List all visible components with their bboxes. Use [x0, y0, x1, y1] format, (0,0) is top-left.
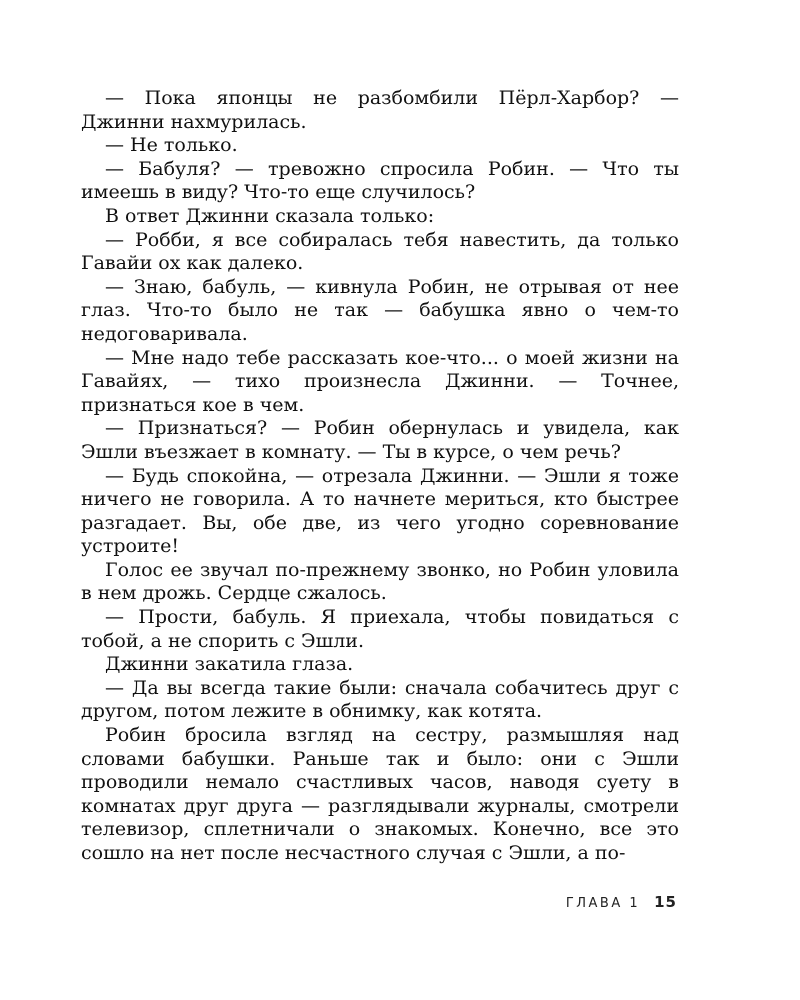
- page-number: 15: [654, 893, 677, 911]
- paragraph: — Признаться? — Робин обернулась и увидела, как Эшли въезжает в комнату. — Ты в курсе, о чем речь?: [81, 417, 679, 463]
- paragraph: — Робби, я все собиралась тебя навестить, да только Гавайи ох как далеко.: [81, 228, 679, 275]
- paragraph: — Знаю, бабуль, — кивнула Робин, не отрывая от нее глаз. Что-то было не так — бабушка явно о чем-то недоговаривала.: [81, 275, 679, 345]
- paragraph: — Бабуля? — тревожно спросила Робин. — Что ты имеешь в виду? Что-то еще случилось?: [81, 157, 679, 204]
- paragraph: — Мне надо тебе рассказать кое-что... о моей жизни на Гавайях, — тихо произнесла Джинни. — Точнее, признаться кое в чем.: [81, 346, 679, 416]
- paragraph: — Будь спокойна, — отрезала Джинни. — Эшли я тоже ничего не говорила. А то начнете мериться, кто быстрее разгадает. Вы, обе две, из чего угодно соревнование устроите!: [81, 464, 679, 558]
- paragraph: Джинни закатила глаза.: [105, 653, 354, 676]
- paragraph: В ответ Джинни сказала только:: [105, 204, 435, 227]
- chapter-label: ГЛАВА 1: [565, 896, 641, 911]
- paragraph: Робин бросила взгляд на сестру, размышляя над словами бабушки. Раньше так и было: они с Эшли проводили немало счастливых часов, наводя суету в комнатах друг друга — разглядывали журналы, смотрели телевизор, сплетничали о знакомых. Конечно, все это сошло на нет после несчастного случая с Эшли, а по-: [81, 724, 679, 864]
- page-footer: [0, 893, 677, 911]
- paragraph: Голос ее звучал по-прежнему звонко, но Робин уловила в нем дрожь. Сердце сжалось.: [81, 558, 679, 605]
- body-text: [81, 87, 679, 866]
- paragraph: — Да вы всегда такие были: сначала собачитесь друг с другом, потом лежите в обнимку, как котята.: [81, 676, 679, 723]
- paragraph: — Пока японцы не разбомбили Пёрл-Харбор? — Джинни нахмурилась.: [81, 87, 679, 133]
- paragraph: — Прости, бабуль. Я приехала, чтобы повидаться с тобой, а не спорить с Эшли.: [81, 606, 679, 652]
- paragraph: — Не только.: [105, 134, 238, 157]
